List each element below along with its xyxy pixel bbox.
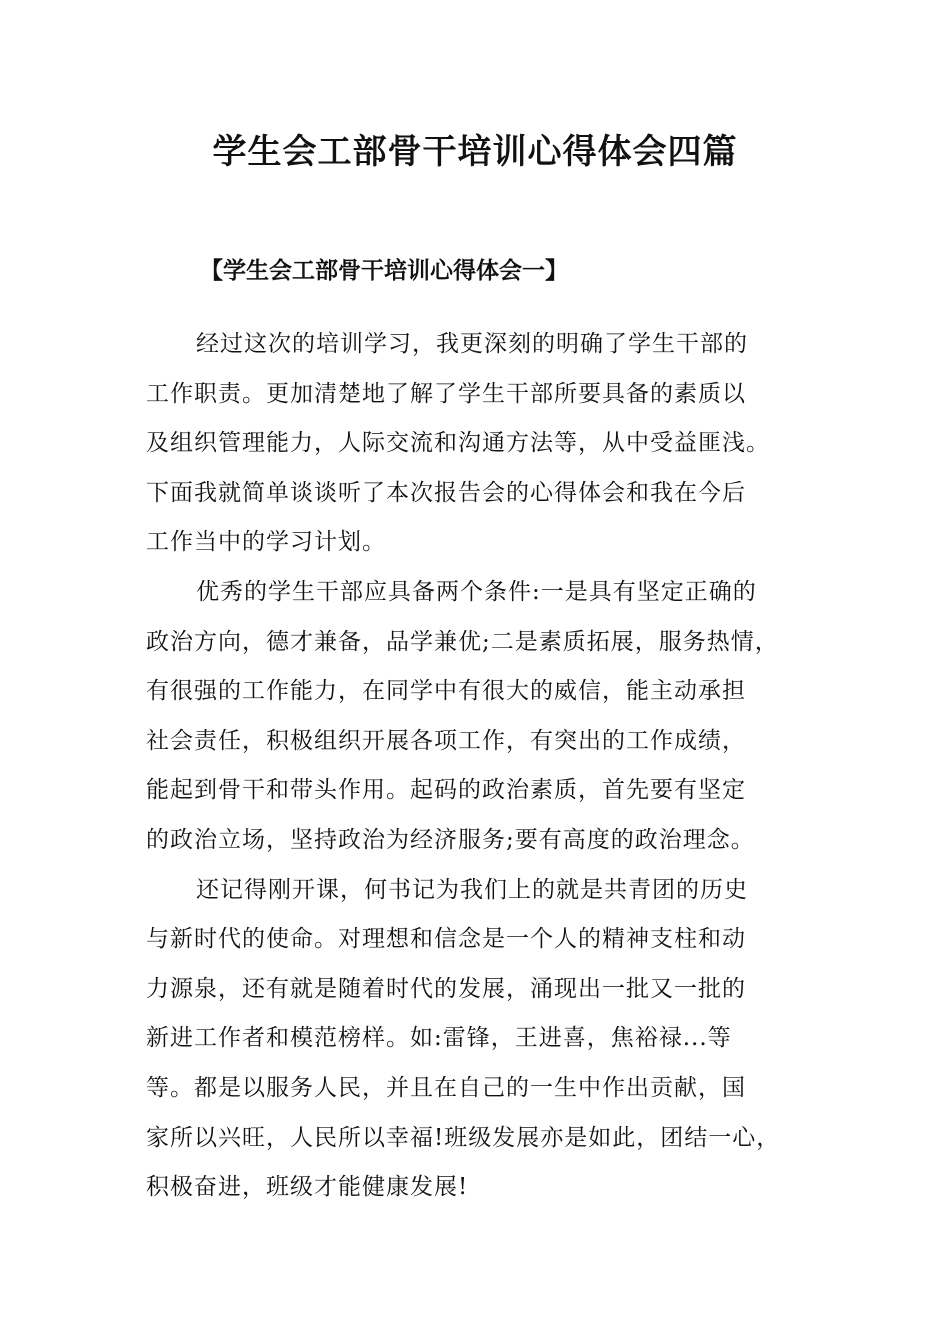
section-heading: 【学生会工部骨干培训心得体会一】: [200, 258, 568, 284]
paragraph-line: 还记得刚开课，何书记为我们上的就是共青团的历史: [196, 876, 748, 903]
paragraph-line: 下面我就简单谈谈听了本次报告会的心得体会和我在今后: [146, 479, 746, 506]
paragraph-line: 工作当中的学习计划。: [146, 529, 386, 556]
paragraph-line: 与新时代的使命。对理想和信念是一个人的精神支柱和动: [146, 926, 746, 953]
paragraph: [146, 568, 826, 866]
paragraph-line: 等。都是以服务人民，并且在自己的一生中作出贡献，国: [146, 1074, 746, 1101]
document-body: [146, 320, 826, 1213]
paragraph: [146, 320, 826, 568]
paragraph-line: 的政治立场，坚持政治为经济服务;要有高度的政治理念。: [146, 826, 755, 853]
paragraph: [146, 866, 826, 1213]
paragraph-line: 新进工作者和模范榜样。如:雷锋，王进喜，焦裕禄...等: [146, 1025, 732, 1052]
paragraph-line: 社会责任，积极组织开展各项工作，有突出的工作成绩，: [146, 727, 746, 754]
paragraph-line: 家所以兴旺，人民所以幸福!班级发展亦是如此，团结一心，: [146, 1124, 781, 1151]
paragraph-line: 有很强的工作能力，在同学中有很大的威信，能主动承担: [146, 678, 746, 705]
document-title: 学生会工部骨干培训心得体会四篇: [212, 132, 738, 172]
paragraph-line: 政治方向，德才兼备，品学兼优;二是素质拓展，服务热情，: [146, 628, 779, 655]
paragraph-line: 能起到骨干和带头作用。起码的政治素质，首先要有坚定: [146, 777, 746, 804]
paragraph-line: 工作职责。更加清楚地了解了学生干部所要具备的素质以: [146, 380, 746, 407]
paragraph-line: 积极奋进，班级才能健康发展!: [146, 1174, 469, 1201]
paragraph-line: 力源泉，还有就是随着时代的发展，涌现出一批又一批的: [146, 975, 746, 1002]
paragraph-line: 及组织管理能力，人际交流和沟通方法等，从中受益匪浅。: [146, 430, 770, 457]
paragraph-line: 经过这次的培训学习，我更深刻的明确了学生干部的: [196, 331, 748, 357]
paragraph-line: 优秀的学生干部应具备两个条件:一是具有坚定正确的: [196, 578, 757, 605]
